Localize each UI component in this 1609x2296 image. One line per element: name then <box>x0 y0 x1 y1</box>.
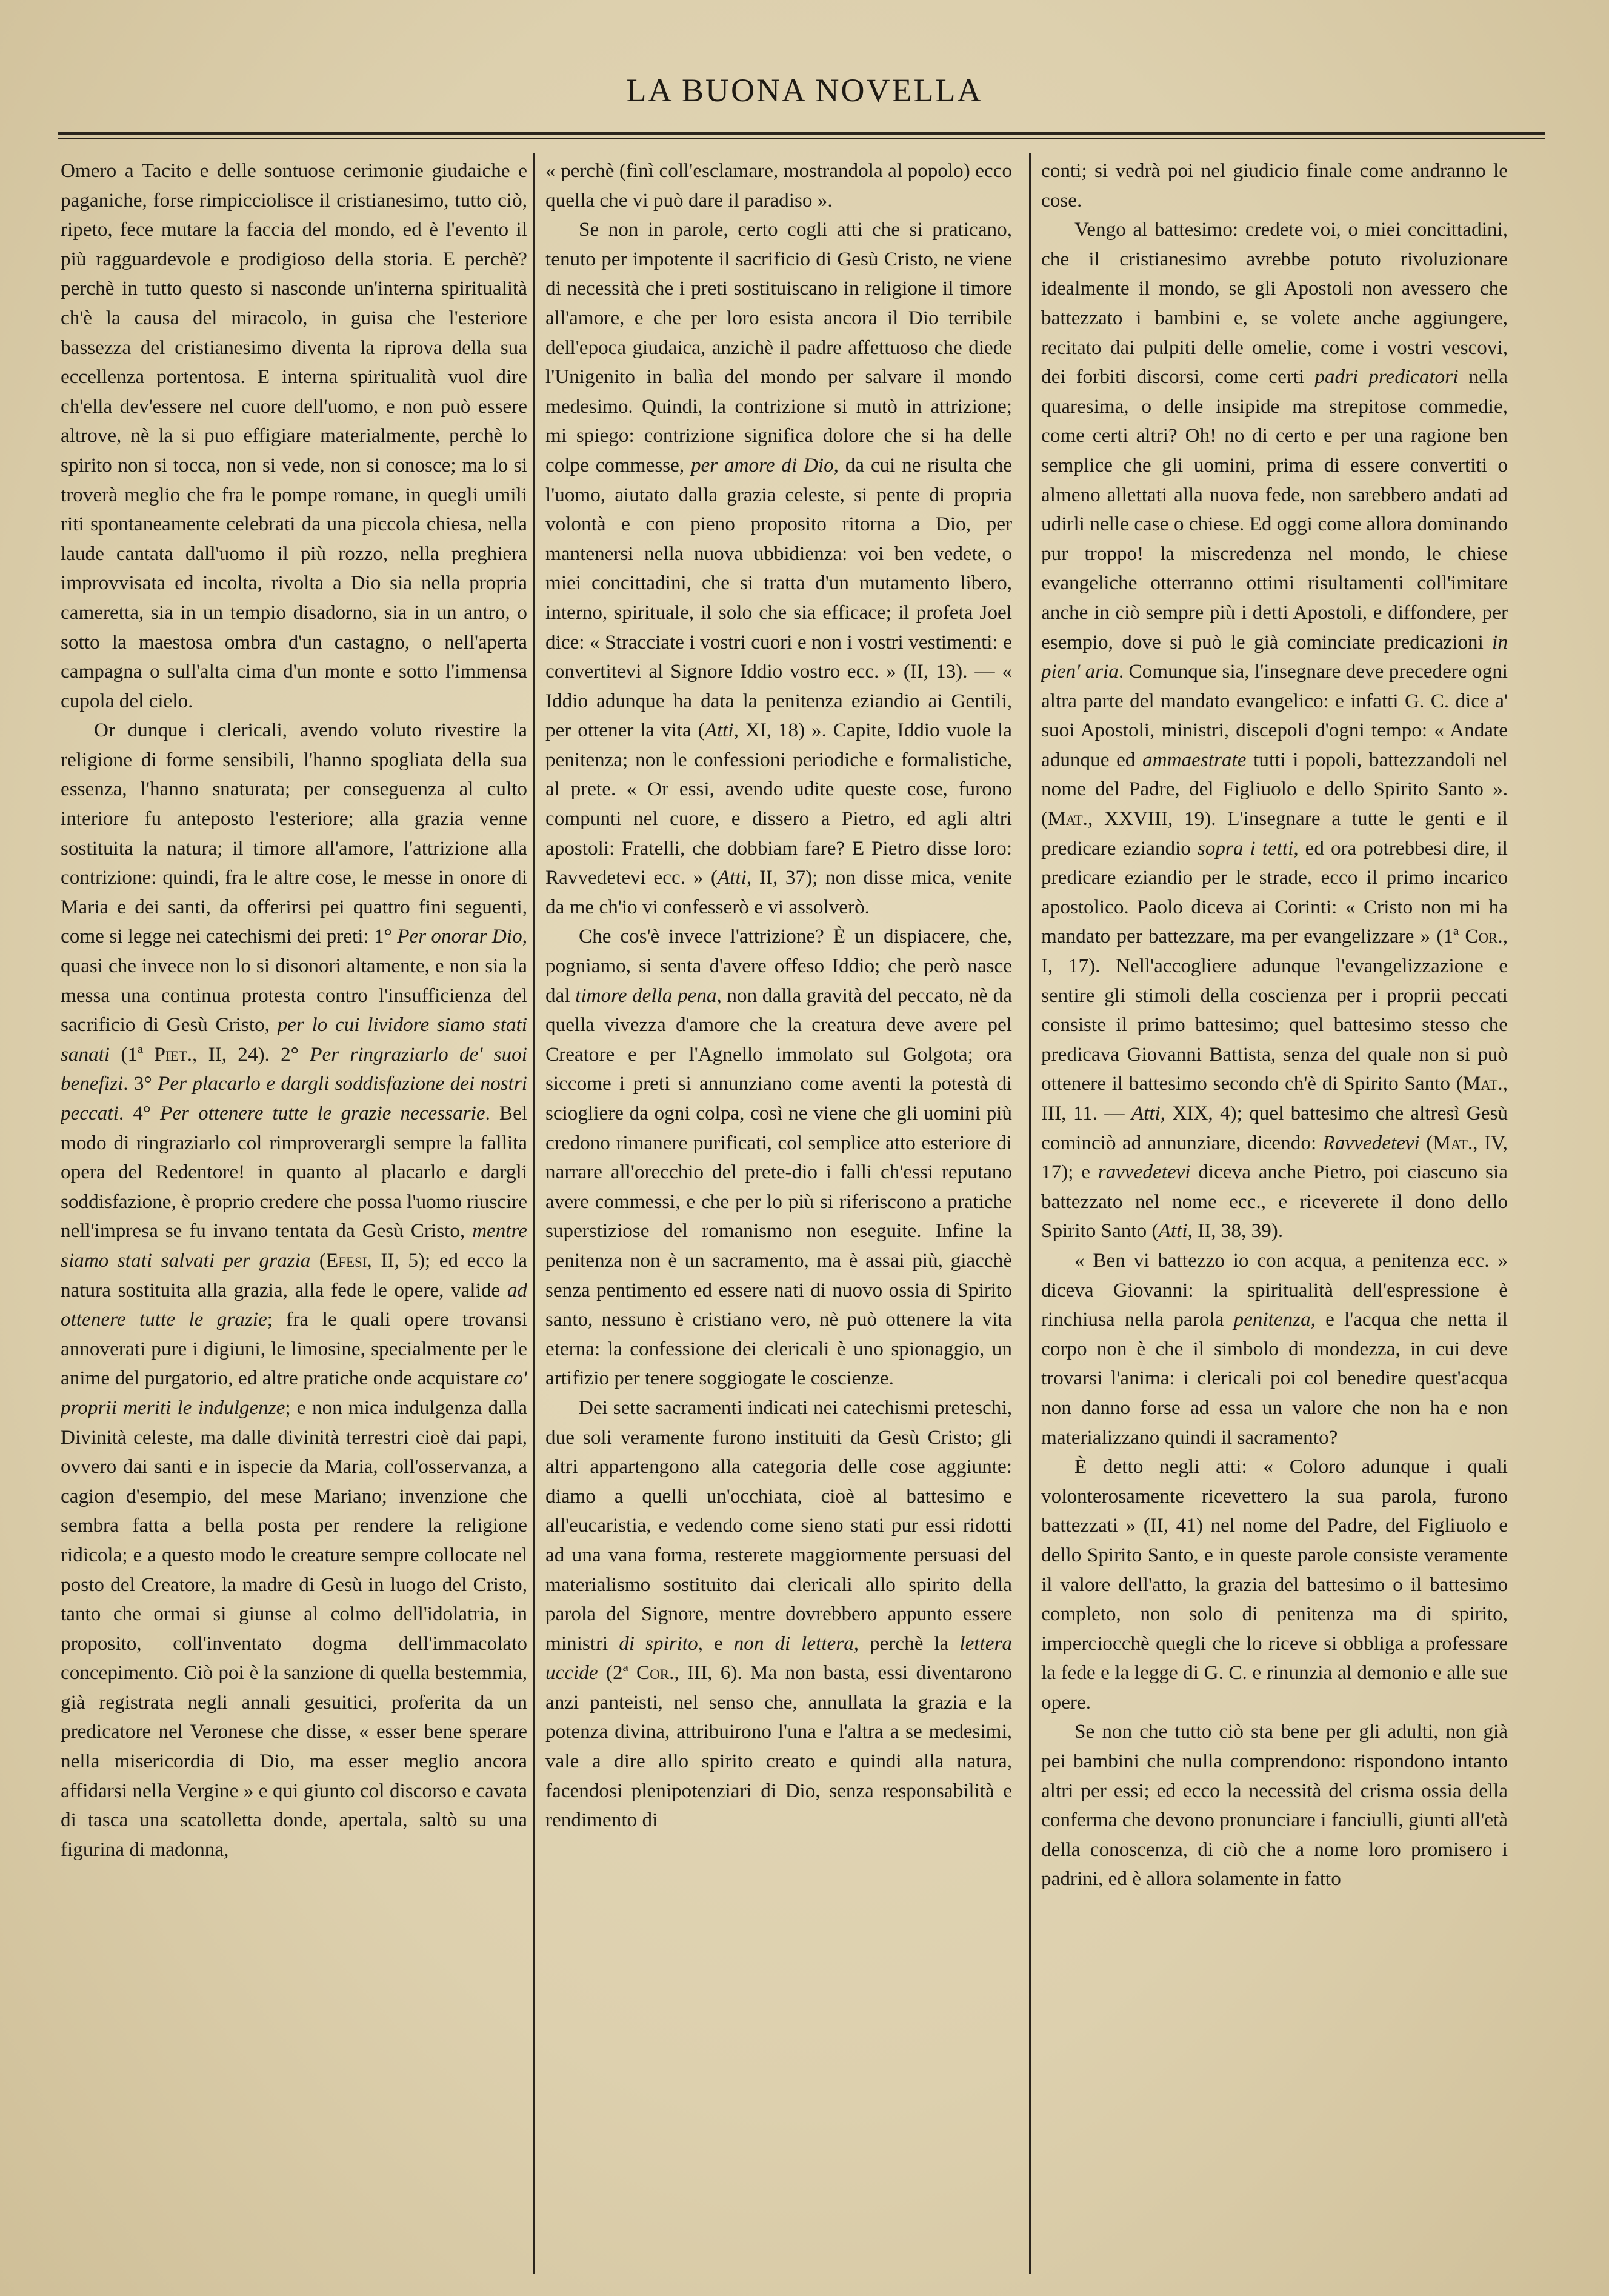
paragraph: Vengo al battesimo: credete voi, o miei concittadini, che il cristianesimo avrebbe potuto rivoluzionare idealmente il mondo, se gli Apostoli non avessero che battezzato i bambini e, se volete anche aggiungere, recitato dai pulpiti delle omelie, come i vostri vescovi, dei forbiti discorsi, come certi padri predicatori nella quaresima, o delle insipide ma strepitose commedie, come certi altri? Oh! no di certo e per una ragione ben semplice che gli uomini, prima di essere convertiti o almeno allettati alla nuova fede, non sarebbero andati ad udirli nelle case o chiese. Ed oggi come allora dominando pur troppo! la miscredenza nel mondo, le chiese evangeliche otterranno ottimi risultamenti coll'imitare anche in ciò sempre più i detti Apostoli, e diffondere, per esempio, dove si può le già cominciate predicazioni in pien' aria. Comunque sia, l'insegnare deve precedere ogni altra parte del mandato evangelico: e infatti G. C. dice a' suoi Apostoli, ministri, discepoli d'ogni tempo: « Andate adunque ed ammaestrate tutti i popoli, battezzandoli nel nome del Padre, del Figliuolo e dello Spirito Santo ». (Mat., XXVIII, 19). L'insegnare a tutte le genti e il predicare eziandio sopra i tetti, ed ora potrebbesi dire, il predicare eziandio per le strade, ecco il primo incarico apostolico. Paolo diceva ai Corinti: « Cristo non mi ha mandato per battezzare, ma per evangelizzare » (1ª Cor., I, 17). Nell'accogliere adunque l'evangelizzazione e sentire gli stimoli della coscienza per i proprii peccati consiste il primo battesimo; quel battesimo stesso che predicava Giovanni Battista, senza del quale non si può ottenere il battesimo secondo ch'è di Spirito Santo (Mat., III, 11. — Atti, XIX, 4); quel battesimo che altresì Gesù cominciò ad annunziare, dicendo: Ravvedetevi (Mat., IV, 17); e ravvedetevi diceva anche Pietro, poi ciascuno sia battezzato nel nome ecc., e riceverete il dono dello Spirito Santo (Atti, II, 38, 39). <box>1041 218 1508 1243</box>
paragraph: Omero a Tacito e delle sontuose cerimonie giudaiche e paganiche, forse rimpicciolisce il cristianesimo, tutto ciò, ripeto, fece mutare la faccia del mondo, ed è l'evento il più ragguardevole e prodigioso della storia. E perchè? perchè in tutto questo si nasconde un'interna spiritualità ch'è la causa del miracolo, in guisa che l'esteriore bassezza del cristianesimo diventa la riprova della sua eccellenza portentosa. E interna spiritualità vuol dire ch'ella dev'essere nel cuore dell'uomo, e non può essere altrove, nè la si puo effigiare materialmente, perchè lo spirito non si tocca, non si vede, non si conosce; ma lo si troverà meglio che fra le pompe romane, in quegli umili riti spontaneamente celebrati da una piccola chiesa, nella laude cantata dall'uomo il più rozzo, nella preghiera improvvisata ed incolta, rivolta a Dio sia nella propria cameretta, sia in un tempio disadorno, sia in un antro, o sotto la maestosa ombra d'un castagno, o nell'aperta campagna o sull'alta cima d'un monte e sotto l'immensa cupola del cielo. <box>61 159 527 712</box>
paragraph: Dei sette sacramenti indicati nei catechismi preteschi, due soli veramente furono instituiti da Gesù Cristo; gli altri appartengono alla categoria delle cose aggiunte: diamo a quelli un'occhiata, cioè al battesimo e all'eucaristia, e vedendo come sieno stati pur essi ridotti ad una vana forma, resterete maggiormente persuasi del materialismo sostituito dai clericali allo spirito della parola del Signore, mentre dovrebbero appunto essere ministri di spirito, e non di lettera, perchè la lettera uccide (2ª Cor., III, 6). Ma non basta, essi diventarono anzi panteisti, nel senso che, annullata la grazia e la potenza divina, attribuirono l'una e l'altra a se medesimi, vale a dire allo spirito creato e quindi alla natura, facendosi plenipotenziari di Dio, senza responsabilità e rendimento di <box>545 1396 1012 1832</box>
paragraph: « Ben vi battezzo io con acqua, a penitenza ecc. » diceva Giovanni: la spiritualità dell'espressione è rinchiusa nella parola penitenza, e l'acqua che netta il corpo non è che il simbolo di mondezza, in cui deve trovarsi l'anima: i clericali poi col benedire quest'acqua non danno forse ad essa un valore che non ha e non materializzano quindi il sacramento? <box>1041 1249 1508 1449</box>
column-divider <box>533 153 535 2274</box>
paragraph: Che cos'è invece l'attrizione? È un dispiacere, che, pogniamo, si senta d'avere offeso Iddio; che però nasce dal timore della pena, non dalla gravità del peccato, nè da quella vivezza d'amore che la creatura deve avere pel Creatore e per l'Agnello immolato sul Golgota; ora siccome i preti si annunziano come aventi la potestà di sciogliere da ogni colpa, così ne viene che gli uomini più credono rimanere purificati, col semplice atto esteriore di narrare all'orecchio del prete-dio i falli ch'essi reputano avere commessi, e che per lo più si riferiscono a pratiche superstiziose del romanismo non eseguite. Infine la penitenza non è un sacramento, ma è assai più, giacchè senza pentimento ed essere nati di nuovo ossia di Spirito santo, nessuno è cristiano vero, nè può ottenere la vita eterna: la confessione dei clericali è uno spionaggio, un artifizio per tenere soggiogate le coscienze. <box>545 925 1012 1390</box>
paragraph: È detto negli atti: « Coloro adunque i quali volonterosamente ricevettero la sua parola, furono battezzati » (II, 41) nel nome del Padre, del Figliuolo e dello Spirito Santo, e in queste parole consiste veramente il valore dell'atto, la grazia del battesimo o il battesimo completo, non solo di penitenza ma di spirito, imperciocchè quegli che lo riceve si obbliga a professare la fede e la legge di G. C. e rinunzia al demonio e alle sue opere. <box>1041 1455 1508 1714</box>
text-column-1 <box>61 156 527 2278</box>
text-column-2 <box>545 156 1012 2278</box>
paragraph: Se non in parole, certo cogli atti che si praticano, tenuto per impotente il sacrificio di Gesù Cristo, ne viene di necessità che i preti sostituiscano in religione il timore all'amore, e che per loro esista ancora il Dio terribile dell'epoca giudaica, anzichè il padre affettuoso che diede l'Unigenito in balìa del mondo per salvare il mondo medesimo. Quindi, la contrizione si mutò in attrizione; mi spiego: contrizione significa dolore che si ha delle colpe commesse, per amore di Dio, da cui ne risulta che l'uomo, aiutato dalla grazia celeste, si pente di propria volontà e con pieno proposito ritorna a Dio, per mantenersi nella nuova ubbidienza: voi ben vedete, o miei concittadini, che si tratta d'un mutamento libero, interno, spirituale, il solo che sia efficace; il profeta Joel dice: « Stracciate i vostri cuori e non i vostri vestimenti: e convertitevi al Signore Iddio vostro ecc. » (II, 13). — « Iddio adunque ha data la penitenza eziandio ai Gentili, per ottener la vita (Atti, XI, 18) ». Capite, Iddio vuole la penitenza; non le confessioni periodiche e formalistiche, al prete. « Or essi, avendo udite queste cose, furono compunti nel cuore, e dissero a Pietro, ed agli altri apostoli: Fratelli, che dobbiam fare? E Pietro disse loro: Ravvedetevi ecc. » (Atti, II, 37); non disse mica, venite da me ch'io vi confesserò e vi assolverò. <box>545 218 1012 918</box>
text-column-3 <box>1041 156 1508 2278</box>
header-rule-thin <box>58 138 1545 139</box>
paragraph: Or dunque i clericali, avendo voluto rivestire la religione di forme sensibili, l'hanno spogliata della sua essenza, l'hanno snaturata; per conseguenza al culto interiore fu anteposto l'esteriore; alla grazia venne sostituita la natura; il timore all'amore, l'attrizione alla contrizione: quindi, fra le altre cose, le messe in onore di Maria e dei santi, da offerirsi pei quattro fini seguenti, come si legge nei catechismi dei preti: 1° Per onorar Dio, quasi che invece non lo si disonori altamente, e non sia la messa una continua protesta contro l'insufficienza del sacrificio di Gesù Cristo, per lo cui lividore siamo stati sanati (1ª Piet., II, 24). 2° Per ringraziarlo de' suoi benefizi. 3° Per placarlo e dargli soddisfazione dei nostri peccati. 4° Per ottenere tutte le grazie necessarie. Bel modo di ringraziarlo col rimproverargli sempre la fallita opera del Redentore! in quanto al placarlo e dargli soddisfazione, è proprio credere che possa l'uomo riuscire nell'impresa se fu invano tentata da Gesù Cristo, mentre siamo stati salvati per grazia (Efesi, II, 5); ed ecco la natura sostituita alla grazia, alla fede le opere, valide ad ottenere tutte le grazie; fra le quali opere trovansi annoverati pure i digiuni, le limosine, specialmente per le anime del purgatorio, ed altre pratiche onde acquistare co' proprii meriti le indulgenze; e non mica indulgenza dalla Divinità celeste, ma dalle divinità terrestri cioè dai papi, ovvero dai santi e in ispecie da Maria, coll'osservanza, a cagion d'esempio, del mese Mariano; invenzione che sembra fatta a bella posta per rendere la religione ridicola; e a questo modo le creature sempre collocate nel posto del Creatore, la madre di Gesù in luogo del Cristo, tanto che ormai si giunse al colmo dell'idolatria, in proposito, coll'inventato dogma dell'immacolato concepimento. Ciò poi è la sanzione di quella bestemmia, già registrata negli annali gesuitici, proferita da un predicatore nel Veronese che disse, « esser bene sperare nella misericordia di Dio, ma esser meglio ancora affidarsi nella Vergine » e qui giunto col discorso e cavata di tasca una scatolletta donde, apertala, saltò su una figurina di madonna, <box>61 719 527 1861</box>
column-divider <box>1029 153 1031 2274</box>
page-title: LA BUONA NOVELLA <box>626 72 983 108</box>
header-rule <box>58 132 1545 135</box>
paragraph: conti; si vedrà poi nel giudicio finale come andranno le cose. <box>1041 159 1508 212</box>
paragraph: Se non che tutto ciò sta bene per gli adulti, non già pei bambini che nulla comprendono: rispondono intanto altri per essi; ed ecco la necessità del crisma ossia della conferma che devono pronunciare i fanciulli, giunti all'età della conoscenza, di ciò che a nome loro promisero i padrini, ed è allora solamente in fatto <box>1041 1720 1508 1891</box>
paragraph: « perchè (finì coll'esclamare, mostrandola al popolo) ecco quella che vi può dare il paradiso ». <box>545 159 1012 212</box>
